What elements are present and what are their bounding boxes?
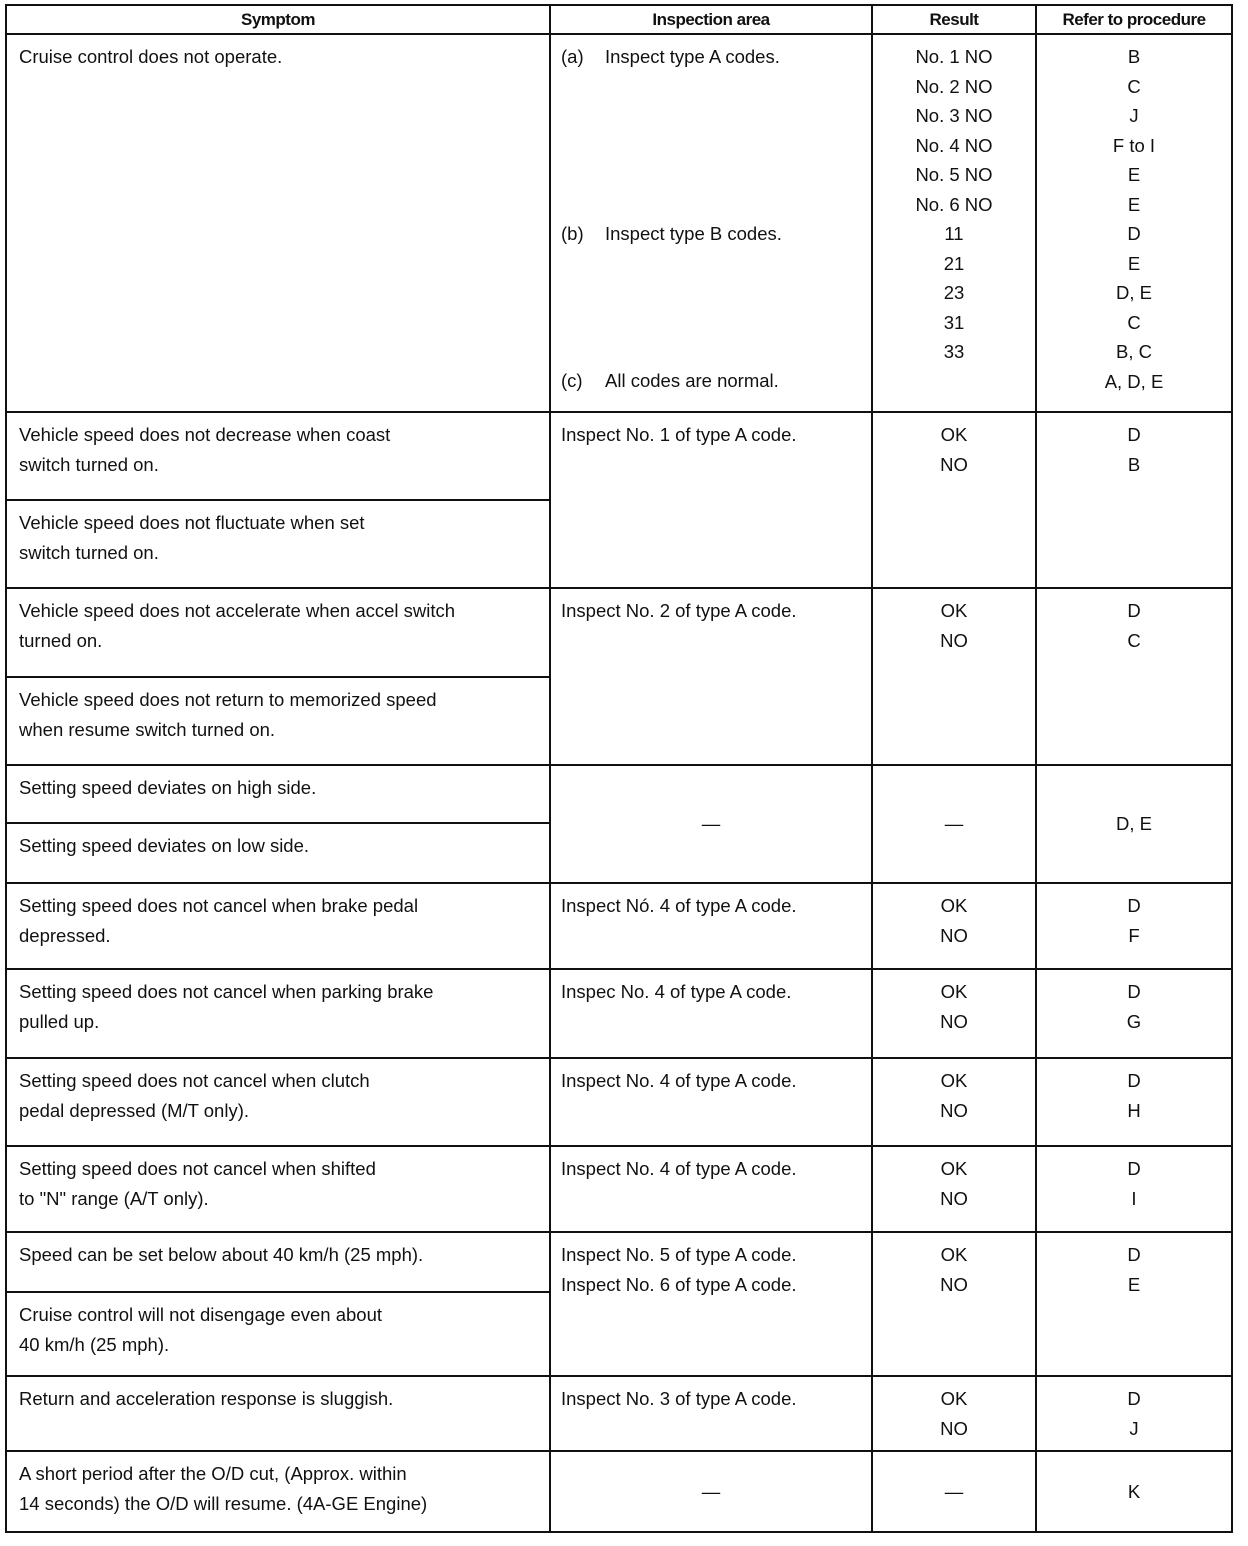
inspect-text: Inspect type B codes. <box>605 223 782 244</box>
symptom-cell: Setting speed does not cancel when parking brake pulled up. <box>6 969 550 1058</box>
inspection-cell: Inspect No. 4 of type A code. <box>550 1058 872 1146</box>
procedure-cell: D, E <box>1036 765 1232 883</box>
symptom-cell: Vehicle speed does not accelerate when accel switch turned on. <box>6 588 550 677</box>
symptom-cell: Vehicle speed does not return to memorized speed when resume switch turned on. <box>6 677 550 765</box>
inspect-label: (b) <box>561 223 584 244</box>
inspect-text: All codes are normal. <box>605 370 779 391</box>
symptom-cell: Setting speed deviates on high side. <box>6 765 550 823</box>
procedure-cell: D J <box>1036 1376 1232 1451</box>
inspect-text: Inspect type A codes. <box>605 46 780 67</box>
inspection-cell: Inspect No. 1 of type A code. <box>550 412 872 588</box>
symptom-cell: Vehicle speed does not decrease when coast switch turned on. <box>6 412 550 500</box>
symptom-cell: Vehicle speed does not fluctuate when set switch turned on. <box>6 500 550 588</box>
result-cell: OK NO <box>872 1058 1036 1146</box>
procedure-cell: D C <box>1036 588 1232 765</box>
symptom-cell: Setting speed does not cancel when shifted to "N" range (A/T only). <box>6 1146 550 1232</box>
result-cell: OK NO <box>872 883 1036 969</box>
symptom-cell: A short period after the O/D cut, (Approx. within 14 seconds) the O/D will resume. (4A-GE Engine) <box>6 1451 550 1532</box>
result-cell: OK NO <box>872 1376 1036 1451</box>
table-row <box>6 1232 1232 1292</box>
symptom-cell: Cruise control will not disengage even about 40 km/h (25 mph). <box>6 1292 550 1376</box>
header-row <box>6 5 1232 34</box>
result-cell: OK NO <box>872 412 1036 588</box>
table-row <box>6 883 1232 969</box>
table-row <box>6 969 1232 1058</box>
inspection-cell: Inspec No. 4 of type A code. <box>550 969 872 1058</box>
result-cell: OK NO <box>872 588 1036 765</box>
header-inspection-area: Inspection area <box>550 5 872 34</box>
result-cell: No. 1 NO No. 2 NO No. 3 NO No. 4 NO No. 5 NO No. 6 NO 11 21 23 31 33 <box>872 34 1036 412</box>
inspection-cell: — <box>550 1451 872 1532</box>
table-row <box>6 412 1232 500</box>
symptom-cell: Cruise control does not operate. <box>6 34 550 412</box>
header-symptom: Symptom <box>6 5 550 34</box>
symptom-cell: Setting speed deviates on low side. <box>6 823 550 883</box>
procedure-cell: D H <box>1036 1058 1232 1146</box>
troubleshooting-table <box>5 4 1233 1533</box>
result-cell: — <box>872 1451 1036 1532</box>
inspect-label: (c) <box>561 370 583 391</box>
procedure-cell: D I <box>1036 1146 1232 1232</box>
procedure-cell: B C J F to I E E D E D, E C B, C A, D, E <box>1036 34 1232 412</box>
inspection-cell: Inspect No. 4 of type A code. <box>550 1146 872 1232</box>
header-result: Result <box>872 5 1036 34</box>
table-row <box>6 588 1232 677</box>
procedure-cell: D B <box>1036 412 1232 588</box>
procedure-cell: D F <box>1036 883 1232 969</box>
procedure-cell: K <box>1036 1451 1232 1532</box>
inspect-label: (a) <box>561 46 584 67</box>
table-row <box>6 34 1232 412</box>
result-cell: — <box>872 765 1036 883</box>
procedure-cell: D G <box>1036 969 1232 1058</box>
symptom-cell: Setting speed does not cancel when brake pedal depressed. <box>6 883 550 969</box>
symptom-cell: Return and acceleration response is sluggish. <box>6 1376 550 1451</box>
inspection-cell <box>550 34 872 412</box>
procedure-cell: D E <box>1036 1232 1232 1376</box>
symptom-cell: Setting speed does not cancel when clutch pedal depressed (M/T only). <box>6 1058 550 1146</box>
table-row <box>6 1376 1232 1451</box>
inspection-cell: — <box>550 765 872 883</box>
table-row <box>6 1451 1232 1532</box>
table-row <box>6 1058 1232 1146</box>
inspection-cell: Inspect No. 2 of type A code. <box>550 588 872 765</box>
table-row <box>6 765 1232 823</box>
table-row <box>6 1146 1232 1232</box>
result-cell: OK NO <box>872 1232 1036 1376</box>
result-cell: OK NO <box>872 1146 1036 1232</box>
symptom-cell: Speed can be set below about 40 km/h (25 mph). <box>6 1232 550 1292</box>
inspection-cell: Inspect No. 3 of type A code. <box>550 1376 872 1451</box>
result-cell: OK NO <box>872 969 1036 1058</box>
header-refer-to-procedure: Refer to procedure <box>1036 5 1232 34</box>
inspection-cell: Inspect Nó. 4 of type A code. <box>550 883 872 969</box>
inspection-cell: Inspect No. 5 of type A code. Inspect No. 6 of type A code. <box>550 1232 872 1376</box>
